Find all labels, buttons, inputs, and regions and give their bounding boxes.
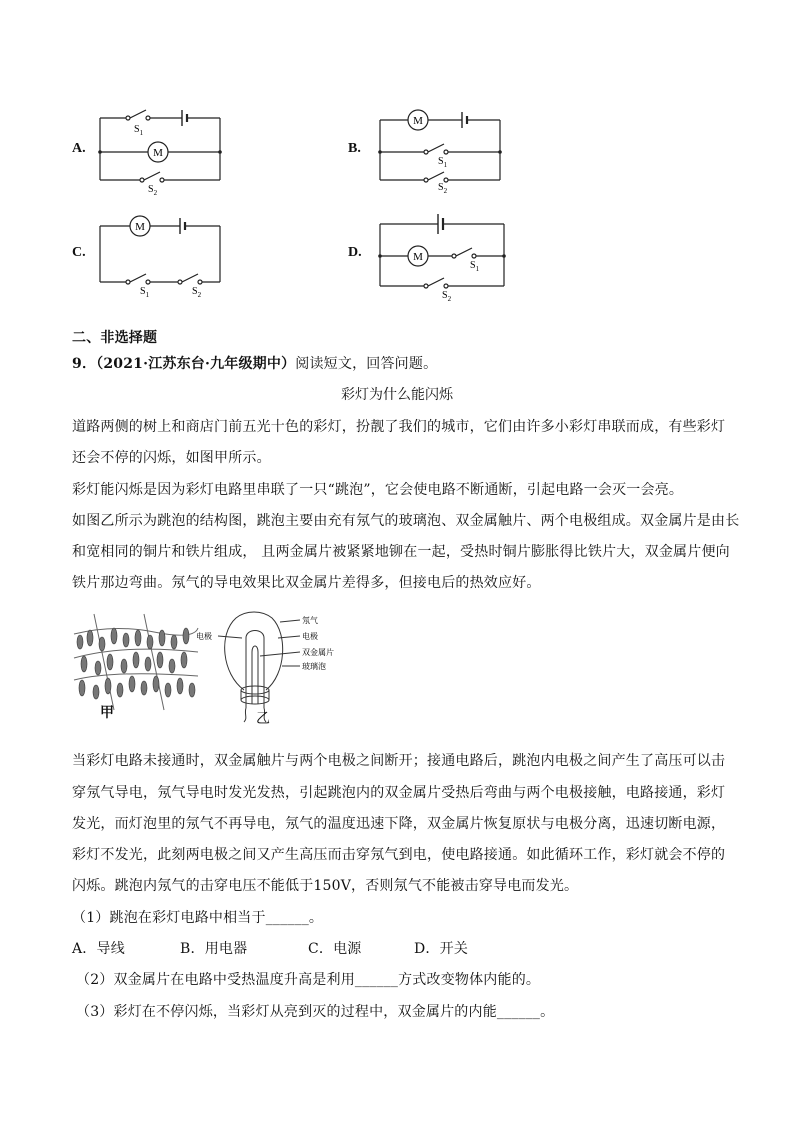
paragraph-1-line-2: 还会不停的闪烁，如图甲所示。 — [72, 450, 271, 466]
figure-yi-label: 乙 — [256, 711, 270, 727]
sub-question-1-options — [72, 938, 468, 958]
motor-b-label: M — [413, 115, 423, 127]
option-c-label: C. — [72, 245, 86, 260]
q1-option-b[interactable]: B．用电器 — [180, 941, 248, 957]
paragraph-1-line-1: 道路两侧的树上和商店门前五光十色的彩灯，扮靓了我们的城市，它们由许多小彩灯串联而成，有些彩灯 — [72, 419, 726, 435]
label-bimetal: 双金属片 — [302, 648, 334, 657]
figure-yi-flasher-bulb — [196, 604, 346, 727]
section-title: 二、非选择题 — [72, 330, 158, 346]
q1-option-d[interactable]: D．开关 — [414, 941, 469, 957]
paragraph-4-line-3: 发光，而灯泡里的氖气不再导电，氖气的温度迅速下降，双金属片恢复原状与电极分离，迅速切断电源， — [72, 816, 726, 832]
paragraph-4-line-5: 闪烁。跳泡内氖气的击穿电压不能低于150V，否则氖气不能被击穿导电而发光。 — [72, 878, 579, 894]
switch-a-s1-label: $S_1$ — [134, 124, 144, 137]
paragraph-3-line-1: 如图乙所示为跳泡的结构图，跳泡主要由充有氖气的玻璃泡、双金属触片、两个电极组成。双金属片是由长 — [72, 513, 740, 529]
option-a-label: A. — [72, 141, 86, 156]
switch-a-s2-label: $S_2$ — [148, 184, 158, 197]
circuit-diagram-a — [96, 106, 226, 197]
label-glass: 玻璃泡 — [302, 662, 326, 671]
paragraph-4-line-2: 穿氖气导电，氖气导电时发光发热，引起跳泡内的双金属片受热后弯曲与两个电极接触，电路接通，彩灯 — [72, 785, 726, 801]
article-title: 彩灯为什么能闪烁 — [341, 387, 453, 403]
switch-b-s2-label: $S_2$ — [438, 182, 448, 195]
paragraph-4-line-1: 当彩灯电路未接通时，双金属触片与两个电极之间断开；接通电路后，跳泡内电极之间产生了高压可以击 — [72, 753, 726, 769]
question-9-header: 9．（2021·江苏东台·九年级期中）阅读短文，回答问题。 — [72, 356, 438, 372]
circuit-diagram-c — [96, 212, 226, 298]
sub-question-2: （2）双金属片在电路中受热温度升高是利用______方式改变物体内能的。 — [76, 972, 541, 988]
circuit-diagram-d — [376, 206, 510, 302]
motor-a-label: M — [153, 147, 163, 159]
label-neon: 氖气 — [302, 616, 318, 625]
sub-question-3: （3）彩灯在不停闪烁，当彩灯从亮到灭的过程中，双金属片的内能______。 — [76, 1004, 555, 1020]
circuit-diagram-b — [376, 106, 506, 195]
paragraph-2-line-1: 彩灯能闪烁是因为彩灯电路里串联了一只“跳泡”，它会使电路不断通断，引起电路一会灭一会亮。 — [72, 482, 684, 498]
option-b-label: B. — [348, 141, 361, 156]
figure-jia-string-lights — [74, 614, 198, 710]
switch-b-s1-label: $S_1$ — [438, 156, 448, 169]
switch-d-s1-label: $S_1$ — [470, 260, 480, 273]
switch-c-s2-label: $S_2$ — [192, 286, 202, 299]
label-electrode-right: 电极 — [302, 632, 318, 641]
switch-c-s1-label: $S_1$ — [140, 286, 150, 299]
option-d-label: D. — [348, 245, 362, 260]
figure-jia-label: 甲 — [100, 705, 114, 721]
sub-question-1: （1）跳泡在彩灯电路中相当于______。 — [72, 910, 324, 926]
switch-d-s2-label: $S_2$ — [442, 290, 452, 303]
paragraph-3-line-2: 和宽相同的铜片和铁片组成， 且两金属片被紧紧地铆在一起，受热时铜片膨胀得比铁片大，双金属片便向 — [72, 544, 730, 560]
q1-option-a[interactable]: A．导线 — [72, 941, 125, 957]
label-electrode-left: 电极 — [196, 632, 212, 641]
motor-d-label: M — [413, 251, 423, 263]
paragraph-3-line-3: 铁片那边弯曲。氖气的导电效果比双金属片差得多，但接电后的热效应好。 — [72, 575, 541, 591]
motor-c-label: M — [135, 221, 145, 233]
paragraph-4-line-4: 彩灯不发光，此刻两电极之间又产生高压而击穿氖气到电，使电路接通。如此循环工作，彩灯就会不停的 — [72, 847, 726, 863]
q1-option-c[interactable]: C．电源 — [308, 941, 362, 957]
